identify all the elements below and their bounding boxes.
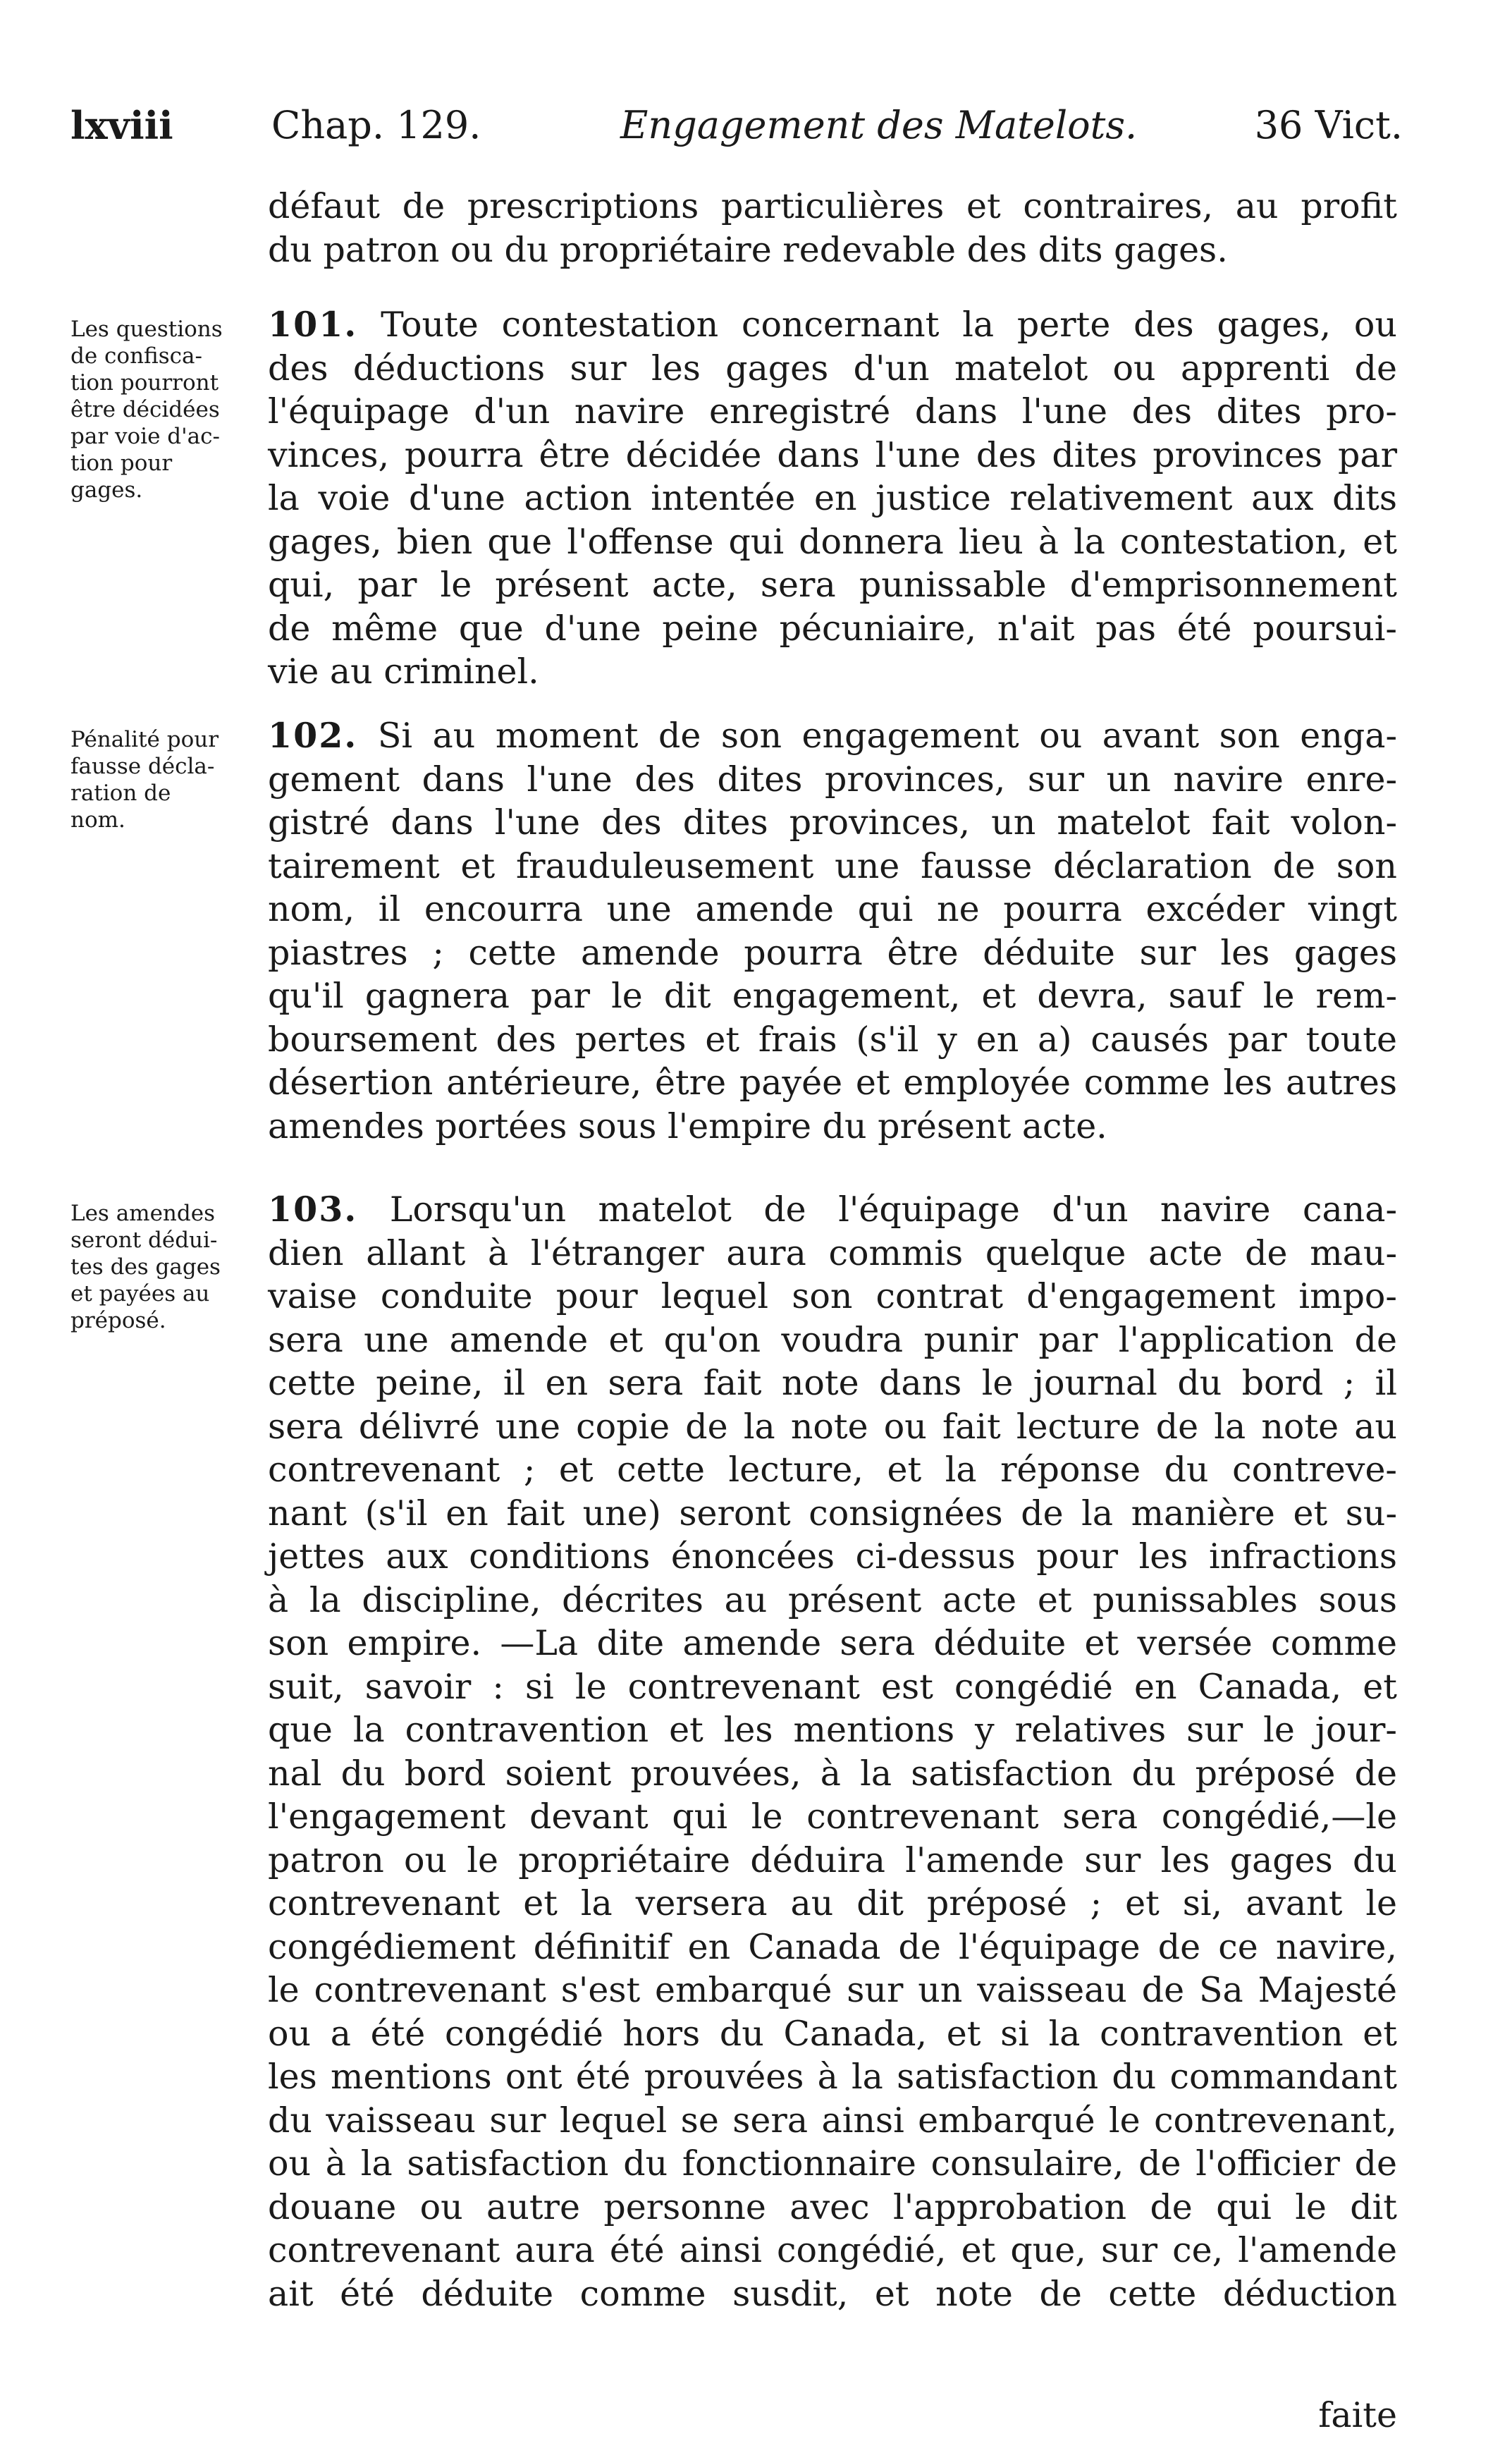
text-line: jettes aux conditions énoncées ci-dessus pour les infractions xyxy=(268,1536,1397,1577)
section-number: 102. xyxy=(268,715,358,756)
text-line: sera une amende et qu'on voudra punir par l'application de xyxy=(268,1319,1397,1360)
text-line: que la contravention et les mentions y relatives sur le jour- xyxy=(268,1710,1397,1750)
margin-note-line: fausse décla- xyxy=(70,754,215,779)
running-title: Engagement des Matelots. xyxy=(620,103,1138,147)
intro-paragraph xyxy=(268,185,1397,271)
margin-note-line: gages. xyxy=(70,477,143,503)
text-line: ait été déduite comme susdit, et note de cette déduction xyxy=(268,2273,1397,2314)
section-number: 103. xyxy=(268,1189,358,1230)
text-line: Lorsqu'un matelot de l'équipage d'un navire cana- xyxy=(389,1189,1397,1230)
margin-note-line: seront dédui- xyxy=(70,1228,218,1253)
text-line: sera délivré une copie de la note ou fait lecture de la note au xyxy=(268,1406,1397,1447)
margin-note-103 xyxy=(70,1200,275,1334)
text-line: gages, bien que l'offense qui donnera lieu à la contestation, et xyxy=(268,521,1397,562)
text-line: contrevenant et la versera au dit préposé ; et si, avant le xyxy=(268,1883,1397,1923)
section-103 xyxy=(268,1188,1397,2315)
text-line: suit, savoir : si le contrevenant est congédié en Canada, et xyxy=(268,1666,1397,1707)
margin-note-line: tes des gages xyxy=(70,1254,221,1280)
text-line: les mentions ont été prouvées à la satisfaction du commandant xyxy=(268,2057,1397,2097)
page-number: lxviii xyxy=(70,103,173,148)
text-line: gistré dans l'une des dites provinces, un matelot fait volon- xyxy=(268,802,1397,843)
catchword: faite xyxy=(1318,2395,1397,2435)
text-line: boursement des pertes et frais (s'il y en a) causés par toute xyxy=(268,1019,1397,1060)
section-number: 101. xyxy=(268,304,358,345)
chapter-label: Chap. 129. xyxy=(271,103,481,147)
text-line: désertion antérieure, être payée et employée comme les autres xyxy=(268,1063,1397,1103)
margin-note-line: préposé. xyxy=(70,1308,166,1333)
margin-note-line: par voie d'ac- xyxy=(70,424,220,449)
text-line: du patron ou du propriétaire redevable des dits gages. xyxy=(268,229,1228,270)
text-line: défaut de prescriptions particulières et contraires, au profit xyxy=(268,186,1397,226)
text-line: amendes portées sous l'empire du présent acte. xyxy=(268,1106,1107,1146)
margin-note-line: Les amendes xyxy=(70,1201,215,1226)
section-102 xyxy=(268,714,1397,1148)
margin-note-line: tion pour xyxy=(70,451,173,476)
text-line: à la discipline, décrites au présent acte et punissables sous xyxy=(268,1579,1397,1620)
text-line: son empire. —La dite amende sera déduite et versée comme xyxy=(268,1623,1397,1663)
text-line: des déductions sur les gages d'un matelot ou apprenti de xyxy=(268,348,1397,388)
text-line: qu'il gagnera par le dit engagement, et devra, sauf le rem- xyxy=(268,976,1397,1016)
text-line: piastres ; cette amende pourra être déduite sur les gages xyxy=(268,932,1397,973)
margin-note-line: Pénalité pour xyxy=(70,727,219,752)
running-header xyxy=(70,97,1403,154)
text-line: vinces, pourra être décidée dans l'une des dites provinces par xyxy=(268,434,1397,475)
text-line: la voie d'une action intentée en justice relativement aux dits xyxy=(268,478,1397,518)
text-line: tairement et frauduleusement une fausse déclaration de son xyxy=(268,845,1397,886)
text-line: vaise conduite pour lequel son contrat d'engagement impo- xyxy=(268,1276,1397,1316)
text-line: nant (s'il en fait une) seront consignées de la manière et su- xyxy=(268,1493,1397,1534)
margin-note-line: Les questions xyxy=(70,317,223,342)
margin-note-line: ration de xyxy=(70,781,171,806)
act-label: 36 Vict. xyxy=(1254,103,1403,147)
text-line: nom, il encourra une amende qui ne pourra excéder vingt xyxy=(268,889,1397,929)
text-line: ou a été congédié hors du Canada, et si la contravention et xyxy=(268,2013,1397,2054)
margin-note-line: tion pourront xyxy=(70,370,219,396)
text-line: vie au criminel. xyxy=(268,651,539,692)
text-line: patron ou le propriétaire déduira l'amende sur les gages du xyxy=(268,1840,1397,1880)
text-line: nal du bord soient prouvées, à la satisfaction du préposé de xyxy=(268,1753,1397,1794)
text-line: l'engagement devant qui le contrevenant sera congédié,—le xyxy=(268,1797,1397,1837)
margin-note-101 xyxy=(70,316,275,503)
text-line: du vaisseau sur lequel se sera ainsi embarqué le contrevenant, xyxy=(268,2100,1397,2141)
text-line: contrevenant ; et cette lecture, et la réponse du contreve- xyxy=(268,1450,1397,1490)
section-101 xyxy=(268,303,1397,694)
text-line: qui, par le présent acte, sera punissable d'emprisonnement xyxy=(268,565,1397,605)
text-line: congédiement définitif en Canada de l'équipage de ce navire, xyxy=(268,1926,1397,1967)
text-line: de même que d'une peine pécuniaire, n'ait pas été poursui- xyxy=(268,608,1397,649)
text-line: contrevenant aura été ainsi congédié, et que, sur ce, l'amende xyxy=(268,2230,1397,2270)
text-line: Toute contestation concernant la perte des gages, ou xyxy=(381,305,1397,345)
margin-note-line: de confisca- xyxy=(70,343,202,369)
text-line: gement dans l'une des dites provinces, sur un navire enre- xyxy=(268,759,1397,800)
text-line: le contrevenant s'est embarqué sur un vaisseau de Sa Majesté xyxy=(268,1970,1397,2010)
margin-note-102 xyxy=(70,726,275,833)
margin-note-line: nom. xyxy=(70,807,125,833)
text-line: ou à la satisfaction du fonctionnaire consulaire, de l'officier de xyxy=(268,2143,1397,2184)
text-line: cette peine, il en sera fait note dans le journal du bord ; il xyxy=(268,1363,1397,1403)
text-line: dien allant à l'étranger aura commis quelque acte de mau- xyxy=(268,1232,1397,1273)
text-line: l'équipage d'un navire enregistré dans l'une des dites pro- xyxy=(268,391,1397,432)
margin-note-line: et payées au xyxy=(70,1281,210,1306)
margin-note-line: être décidées xyxy=(70,397,220,422)
text-line: douane ou autre personne avec l'approbation de qui le dit xyxy=(268,2186,1397,2227)
text-line: Si au moment de son engagement ou avant son enga- xyxy=(377,716,1398,756)
